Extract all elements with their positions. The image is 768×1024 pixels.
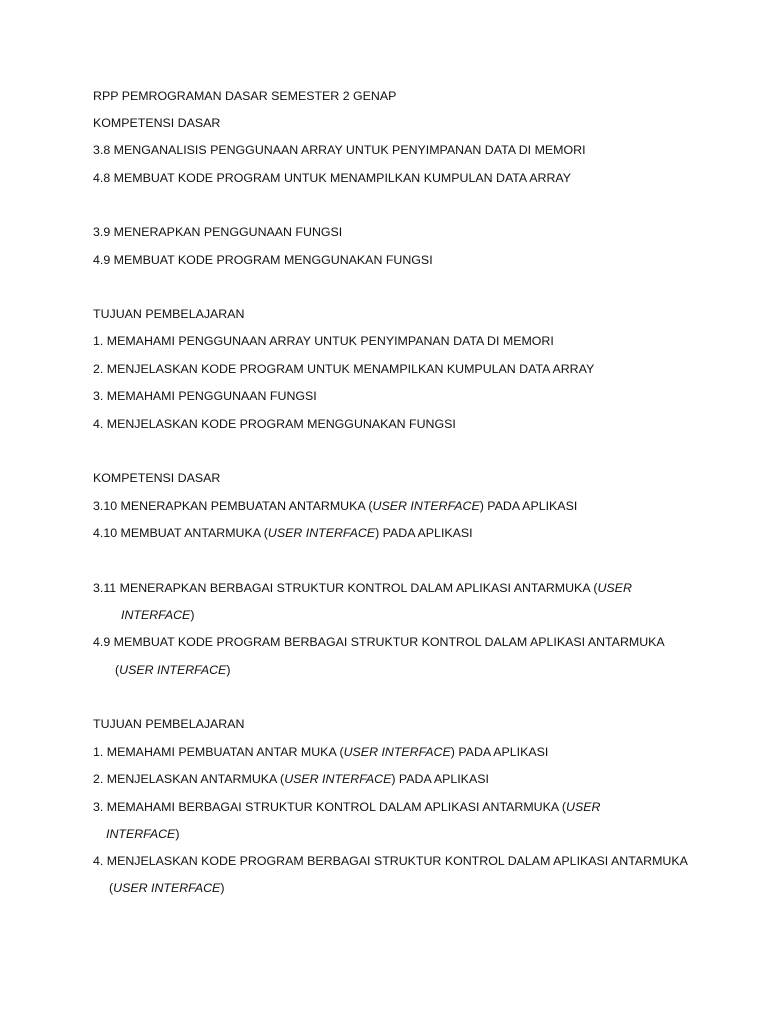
user-interface-term: USER INTERFACE <box>119 663 227 677</box>
tujuan-pembelajaran-heading-2: TUJUAN PEMBELAJARAN <box>93 717 245 731</box>
kd-item-4-8: 4.8 MEMBUAT KODE PROGRAM UNTUK MENAMPILKAN KUMPULAN DATA ARRAY <box>93 171 572 185</box>
kd-item-4-10 <box>93 525 473 541</box>
user-interface-term: USER INTERFACE <box>372 499 480 513</box>
interface-term: INTERFACE <box>106 827 176 841</box>
kd-item-3-8: 3.8 MENGANALISIS PENGGUNAAN ARRAY UNTUK PENYIMPANAN DATA DI MEMORI <box>93 143 586 157</box>
kd-item-3-11-text: 3.11 MENERAPKAN BERBAGAI STRUKTUR KONTROL DALAM APLIKASI ANTARMUKA ( <box>93 581 598 595</box>
kd-item-3-11-continuation <box>121 607 194 623</box>
tp2-item-1 <box>93 744 548 760</box>
opening-paren: ( <box>109 881 114 895</box>
user-term: USER <box>566 800 601 814</box>
kd-item-4-9: 4.9 MEMBUAT KODE PROGRAM MENGGUNAKAN FUNGSI <box>93 253 433 267</box>
kd-item-3-10 <box>93 498 577 514</box>
closing-paren: ) <box>226 663 231 677</box>
tp2-item-4: 4. MENJELASKAN KODE PROGRAM BERBAGAI STRUKTUR KONTROL DALAM APLIKASI ANTARMUKA <box>93 854 688 868</box>
user-term: USER <box>597 581 632 595</box>
tujuan-pembelajaran-heading: TUJUAN PEMBELAJARAN <box>93 307 245 321</box>
closing-paren: ) <box>190 608 195 622</box>
kd-item-3-10-suffix: ) PADA APLIKASI <box>479 499 578 513</box>
kompetensi-dasar-heading: KOMPETENSI DASAR <box>93 116 221 130</box>
kd-item-3-9: 3.9 MENERAPKAN PENGGUNAAN FUNGSI <box>93 225 343 239</box>
tp2-item-2 <box>93 771 489 787</box>
tp2-item-1-suffix: ) PADA APLIKASI <box>450 745 549 759</box>
tp-item-4: 4. MENJELASKAN KODE PROGRAM MENGGUNAKAN FUNGSI <box>93 417 456 431</box>
tp2-item-2-suffix: ) PADA APLIKASI <box>391 772 489 786</box>
kd-item-3-10-text: 3.10 MENERAPKAN PEMBUATAN ANTARMUKA ( <box>93 499 373 513</box>
user-interface-term: USER INTERFACE <box>343 745 451 759</box>
opening-paren: ( <box>115 663 120 677</box>
tp-item-2: 2. MENJELASKAN KODE PROGRAM UNTUK MENAMPILKAN KUMPULAN DATA ARRAY <box>93 362 595 376</box>
kompetensi-dasar-heading-2: KOMPETENSI DASAR <box>93 471 221 485</box>
closing-paren: ) <box>175 827 180 841</box>
document-title: RPP PEMROGRAMAN DASAR SEMESTER 2 GENAP <box>93 89 397 103</box>
tp2-item-2-text: 2. MENJELASKAN ANTARMUKA ( <box>93 772 285 786</box>
tp-item-3: 3. MEMAHAMI PENGGUNAAN FUNGSI <box>93 389 317 403</box>
tp2-item-1-text: 1. MEMAHAMI PEMBUATAN ANTAR MUKA ( <box>93 745 344 759</box>
kd-item-4-10-text: 4.10 MEMBUAT ANTARMUKA ( <box>93 526 268 540</box>
user-interface-term: USER INTERFACE <box>113 881 221 895</box>
kd-item-4-10-suffix: ) PADA APLIKASI <box>375 526 473 540</box>
tp2-item-3-continuation <box>106 826 179 842</box>
closing-paren: ) <box>220 881 225 895</box>
tp2-item-4-continuation <box>109 880 224 896</box>
tp-item-1: 1. MEMAHAMI PENGGUNAAN ARRAY UNTUK PENYIMPANAN DATA DI MEMORI <box>93 334 554 348</box>
kd-item-4-9b: 4.9 MEMBUAT KODE PROGRAM BERBAGAI STRUKTUR KONTROL DALAM APLIKASI ANTARMUKA <box>93 635 665 649</box>
user-interface-term: USER INTERFACE <box>267 526 376 540</box>
tp2-item-3-text: 3. MEMAHAMI BERBAGAI STRUKTUR KONTROL DALAM APLIKASI ANTARMUKA ( <box>93 800 567 814</box>
tp2-item-3 <box>93 799 600 815</box>
interface-term: INTERFACE <box>121 608 191 622</box>
kd-item-4-9b-continuation <box>115 662 230 678</box>
user-interface-term: USER INTERFACE <box>284 772 392 786</box>
kd-item-3-11 <box>93 580 632 596</box>
